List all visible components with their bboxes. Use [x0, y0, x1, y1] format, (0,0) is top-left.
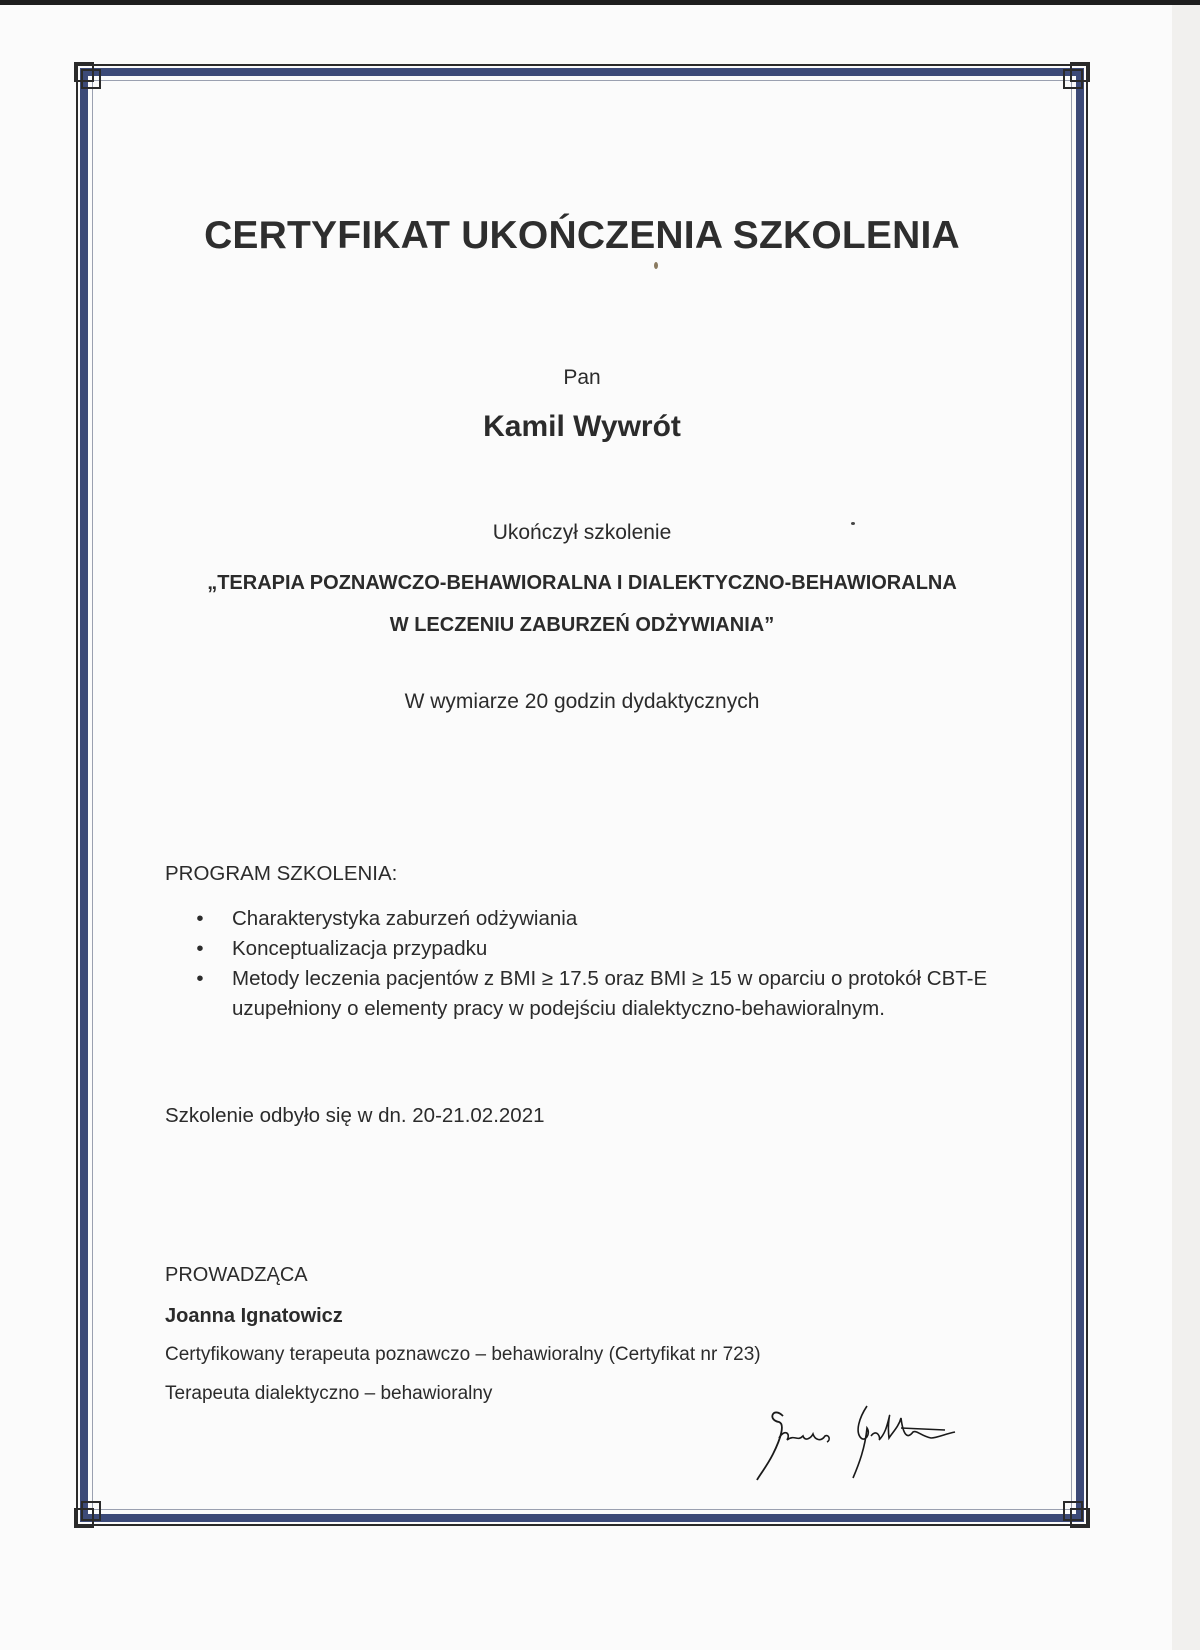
leader-name: Joanna Ignatowicz: [165, 1305, 343, 1327]
certificate-title: CERTYFIKAT UKOŃCZENIA SZKOLENIA: [204, 214, 960, 257]
training-date: Szkolenie odbyło się w dn. 20-21.02.2021: [165, 1104, 545, 1127]
completed-text: Ukończył szkolenie: [492, 521, 672, 544]
leader-role: Terapeuta dialektyczno – behawioralny: [165, 1383, 493, 1404]
frame-corner-ornament: [81, 69, 101, 89]
program-item-text: Konceptualizacja przypadku: [232, 937, 488, 960]
scan-speck: [654, 262, 658, 269]
hours-text: W wymiarze 20 godzin dydaktycznych: [404, 690, 760, 713]
frame-corner-ornament: [1063, 69, 1083, 89]
frame-corner-ornament: [81, 1501, 101, 1521]
course-title-line-1: „TERAPIA POZNAWCZO-BEHAWIORALNA I DIALEKTYCZNO-BEHAWIORALNA: [207, 572, 957, 594]
program-item: [196, 934, 1042, 964]
program-heading: PROGRAM SZKOLENIA:: [165, 862, 398, 885]
course-title: [100, 562, 1064, 646]
salutation: Pan: [563, 366, 601, 389]
program-item-text: Metody leczenia pacjentów z BMI ≥ 17.5 oraz BMI ≥ 15 w oparciu o protokół CBT-E uzupełniony o elementy pracy w podejściu dialektyczno-behawioralnym.: [232, 967, 988, 1020]
leader-label: PROWADZĄCA: [165, 1264, 308, 1286]
bullet-icon: •: [196, 967, 204, 990]
program-list: [190, 904, 1042, 1024]
scan-edge-right: [1172, 5, 1200, 1650]
bullet-icon: •: [196, 907, 204, 930]
recipient-name: Kamil Wywrót: [483, 410, 681, 443]
frame-inner-line: [92, 80, 1072, 1510]
program-item: [196, 964, 1042, 1024]
program-item: [196, 904, 1042, 934]
bullet-icon: •: [196, 937, 204, 960]
scan-edge-top: [0, 0, 1200, 5]
course-title-line-2: W LECZENIU ZABURZEŃ ODŻYWIANIA”: [389, 614, 775, 636]
frame-corner-ornament: [1063, 1501, 1083, 1521]
handwritten-signature: [755, 1398, 985, 1488]
program-item-text: Charakterystyka zaburzeń odżywiania: [232, 907, 578, 930]
leader-certification: Certyfikowany terapeuta poznawczo – behawioralny (Certyfikat nr 723): [165, 1344, 761, 1365]
